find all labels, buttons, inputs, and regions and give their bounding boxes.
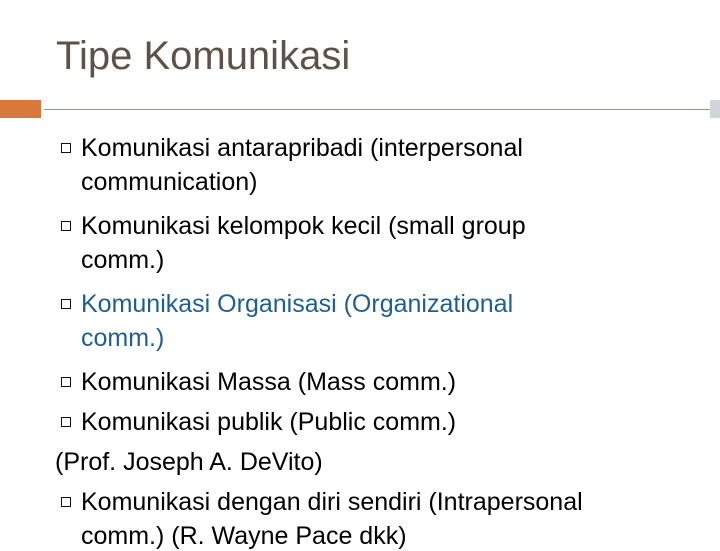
bullet-text-line-1: Komunikasi publik (Public comm.) bbox=[81, 408, 457, 436]
slide-title: Tipe Komunikasi bbox=[56, 34, 351, 78]
hollow-square-bullet-icon bbox=[61, 497, 71, 507]
bullet-text-line-1: Komunikasi kelompok kecil (small group bbox=[81, 212, 526, 240]
bullet-text-line-1: Komunikasi dengan diri sendiri (Intrapersonal bbox=[81, 488, 583, 516]
hollow-square-bullet-icon bbox=[61, 221, 71, 231]
hollow-square-bullet-icon bbox=[61, 377, 71, 387]
bullet-text-line-1: Komunikasi antarapribadi (interpersonal bbox=[81, 134, 523, 162]
hollow-square-bullet-icon bbox=[61, 417, 71, 427]
bullet-text-line-1: Komunikasi Organisasi (Organizational bbox=[81, 290, 514, 318]
bullet-text-line-2: comm.) bbox=[81, 246, 165, 274]
bullet-text-line-1: Komunikasi Massa (Mass comm.) bbox=[81, 368, 457, 396]
bullet-text-line-2: comm.) bbox=[81, 324, 165, 352]
bullet-text-line-2: communication) bbox=[81, 168, 258, 196]
hollow-square-bullet-icon bbox=[61, 299, 71, 309]
bullet-text-line-2: comm.) (R. Wayne Pace dkk) bbox=[81, 522, 407, 550]
hollow-square-bullet-icon bbox=[61, 143, 71, 153]
citation-text: (Prof. Joseph A. DeVito) bbox=[55, 448, 323, 476]
